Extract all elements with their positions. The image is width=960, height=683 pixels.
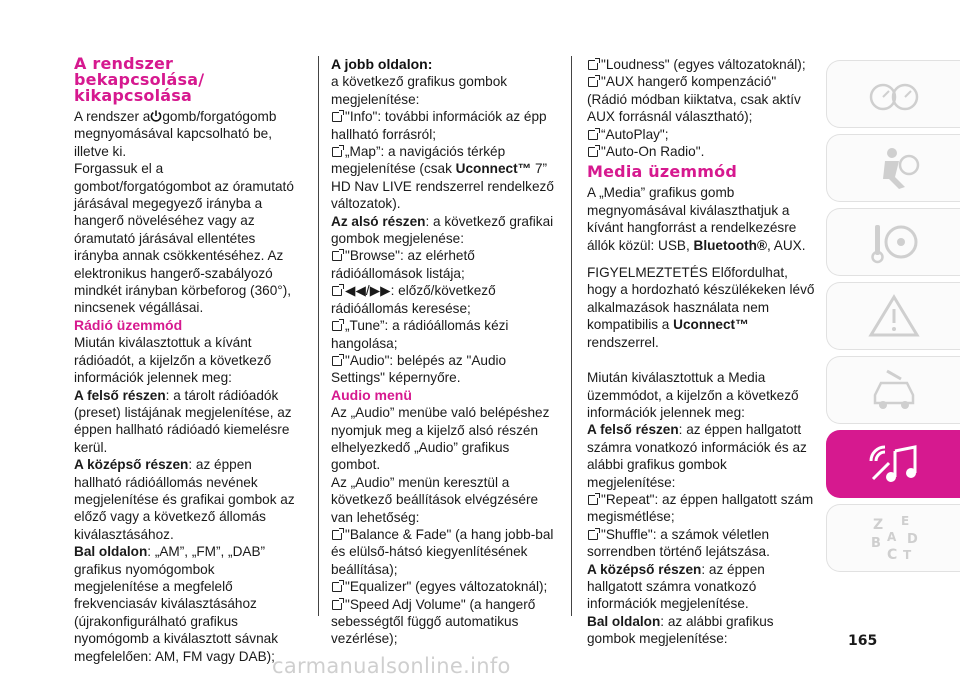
list-item [331, 143, 561, 213]
button-square-icon [332, 147, 342, 157]
label-middle: A középső részen [587, 561, 702, 577]
button-square-icon [588, 495, 598, 505]
text: : az éppen hallható rádióállomás nevének megjelenítése és grafikai gombok az előző vagy a következő állomás kiválasztásához. [74, 457, 295, 542]
label-lower: Az alsó részen [331, 213, 426, 229]
middle-part-paragraph [587, 561, 817, 613]
text: "Loudness" (egyes változatoknál); [601, 57, 806, 72]
label-left: Bal oldalon [74, 544, 148, 560]
list-item [587, 73, 817, 125]
tab-maintenance[interactable] [826, 356, 960, 424]
multimedia-icon [865, 439, 923, 489]
text: "Repeat": az éppen hallgatott szám megismétlése; [587, 491, 814, 525]
power-paragraph [74, 108, 296, 160]
button-square-icon [332, 251, 342, 261]
button-square-icon [588, 147, 598, 157]
list-item [331, 596, 561, 648]
button-square-icon [332, 286, 342, 296]
text: „Map”: a navigációs térkép megjelenítése (csak [331, 144, 506, 177]
column-middle [331, 56, 561, 648]
tab-letter: T [902, 548, 911, 562]
text: gomb/forgatógomb megnyomásával kapcsolható be, illetve ki. [74, 109, 277, 159]
text: : az alábbi grafikus gombok megjelenítése: [587, 613, 774, 647]
upper-part-paragraph [587, 421, 817, 491]
button-square-icon [588, 77, 598, 87]
middle-part-paragraph [74, 456, 296, 543]
column-divider [318, 56, 319, 616]
watermark: carmanualsonline.info [272, 654, 511, 678]
label-middle: A középső részen [74, 457, 189, 473]
text: "AUX hangerő kompenzáció" (Rádió módban kiiktatva, csak aktív AUX forrásnál választható); [587, 74, 801, 125]
list-item [587, 126, 817, 143]
text: : előző/következő rádióállomás keresése; [331, 283, 496, 316]
button-square-icon [332, 112, 342, 122]
label-upper: A felső részen [74, 387, 166, 403]
left-side-paragraph [587, 613, 817, 648]
list-item [331, 352, 561, 387]
media-paragraph [587, 184, 817, 254]
text: "Auto-On Radio". [601, 144, 705, 160]
tab-multimedia[interactable] [826, 430, 960, 498]
text: 7” HD Nav LIVE rendszerrel rendelkező változatok). [331, 161, 554, 212]
section-title-audio: Audio menü [331, 386, 412, 403]
tab-starting-driving[interactable] [826, 208, 960, 276]
label-upper: A felső részen [587, 422, 679, 438]
prev-icon: ◀◀ [345, 283, 366, 299]
text: : az éppen hallgatott számra vonatkozó információk megjelenítése. [587, 561, 765, 612]
button-square-icon [332, 356, 342, 366]
tab-instrument-panel[interactable] [826, 60, 960, 128]
brand-name: Uconnect™ [455, 161, 532, 177]
tools-car-icon [865, 365, 923, 415]
left-side-paragraph [74, 543, 296, 665]
section-title-radio: Rádió üzemmód [74, 316, 183, 333]
label-left: Bal oldalon [587, 613, 661, 629]
list-item [587, 143, 817, 160]
tab-letter: E [900, 514, 909, 528]
tab-letter: C [886, 547, 897, 563]
tab-safety[interactable] [826, 134, 960, 202]
right-side-title: A jobb oldalon: [331, 56, 433, 72]
text: : „AM”, „FM”, „DAB” grafikus nyomógombok megjelenítése a megfelelő frekvenciasáv kiválasztásához (újrakonfigurálható grafikus nyomógomb a kiválasztott sávnak megfelelően: AM, FM vagy DAB); [74, 544, 279, 664]
button-square-icon [332, 530, 342, 540]
spacer [587, 351, 817, 369]
instrument-panel-icon [865, 69, 923, 119]
button-square-icon [588, 530, 598, 540]
column-left [74, 56, 296, 665]
next-icon: ▶▶ [369, 283, 391, 299]
text: A rendszer a [74, 109, 151, 124]
spacer [587, 254, 817, 264]
button-square-icon [332, 321, 342, 331]
bluetooth-label: Bluetooth® [693, 237, 767, 253]
media-intro: Miután kiválasztottuk a Media üzemmódot, a kijelzőn a következő információk jelennek meg: [587, 370, 799, 420]
tab-index[interactable] [826, 504, 960, 572]
text: : a tárolt rádióadók (preset) listájának megjelenítése, az éppen hallható rádióadó kiemelésre kerül. [74, 387, 292, 455]
text: / [365, 283, 370, 299]
radio-intro: Miután kiválasztottuk a kívánt rádióadót, a kijelzőn a következő információk jelennek meg: [74, 335, 272, 386]
list-item [331, 108, 561, 143]
text: rendszerrel. [587, 334, 659, 350]
list-item [587, 526, 817, 561]
list-item [331, 526, 561, 578]
text: "Speed Adj Volume" (a hangerő sebességtől függő automatikus vezérlése); [331, 596, 536, 647]
list-item [331, 282, 561, 317]
power-icon [150, 110, 162, 122]
right-side-intro: a következő grafikus gombok megjelenítése: [331, 74, 508, 107]
volume-paragraph: Forgassuk el a gombot/forgatógombot az óramutató járásával megegyező irányba a hangerő növeléséhez vagy az óramutató járásával ellentétes irányba annak csökkentéséhez. Az elektronikus hangerő-szabályozó mindkét irányban körbeforog (360°), nincsenek végállásai. [74, 161, 294, 316]
text: "Info": további információk az épp hallható forrásról; [331, 109, 547, 142]
text: , AUX. [766, 237, 806, 253]
audio-paragraph: Az „Audio” menübe való belépéshez nyomjuk meg a kijelző alsó részén elhelyezkedő „Audio” grafikus gombot. [331, 405, 550, 473]
list-item [331, 317, 561, 352]
list-item [331, 247, 561, 282]
tab-letter: A [886, 530, 896, 544]
tab-emergency[interactable] [826, 282, 960, 350]
section-title-media: Media üzemmód [587, 162, 738, 182]
key-steering-icon [865, 217, 923, 267]
column-right [587, 56, 817, 648]
column-divider [571, 56, 572, 616]
index-letters-icon [865, 513, 923, 563]
text: : az éppen hallgatott számra vonatkozó információk és az alábbi grafikus gombok megjelenítése: [587, 422, 807, 490]
list-item [587, 491, 817, 526]
airbag-seat-icon [865, 143, 923, 193]
text: FIGYELMEZTETÉS Előfordulhat, hogy a hordozható készülékeken lévő alkalmazások használata nem kompatibilis a [587, 265, 815, 333]
text: "Shuffle": a számok véletlen sorrendben történő lejátszása. [587, 526, 770, 560]
tab-letter: D [906, 532, 918, 547]
lower-part-paragraph [331, 213, 561, 248]
tab-letter: Z [872, 517, 883, 533]
warning-triangle-icon [865, 291, 923, 341]
warning-paragraph [587, 264, 817, 351]
button-square-icon [332, 582, 342, 592]
list-item [331, 578, 561, 595]
list-item [587, 56, 817, 73]
text: : a következő grafikai gombok megjelenése: [331, 213, 554, 247]
page-number: 165 [848, 633, 878, 649]
text: "Audio": belépés az "Audio Settings" képernyőre. [331, 352, 507, 386]
button-square-icon [588, 130, 598, 140]
section-title-power: A rendszer bekapcsolása/ kikapcsolása [74, 54, 205, 105]
text: "Balance & Fade" (a hang jobb-bal és elülső-hátsó kiegyenlítésének beállítása); [331, 526, 554, 577]
button-square-icon [588, 60, 598, 70]
brand-name: Uconnect™ [673, 317, 749, 333]
tab-letter: B [870, 536, 881, 551]
button-square-icon [332, 600, 342, 610]
text: “AutoPlay"; [601, 126, 669, 142]
audio-paragraph: Az „Audio” menün keresztül a következő beállítások elvégzésére van lehetőség: [331, 474, 539, 525]
text: "Equalizer" (egyes változatoknál); [345, 579, 548, 595]
text: „Tune”: a rádióállomás kézi hangolása; [331, 318, 509, 351]
upper-part-paragraph [74, 387, 296, 457]
chapter-tabs [826, 60, 960, 578]
text: "Browse": az elérhető rádióállomások listája; [331, 248, 475, 281]
text: A „Media” grafikus gomb megnyomásával kiválaszthatjuk a kívánt hangforrást a rendelkezésre állók közül: USB, [587, 185, 797, 253]
